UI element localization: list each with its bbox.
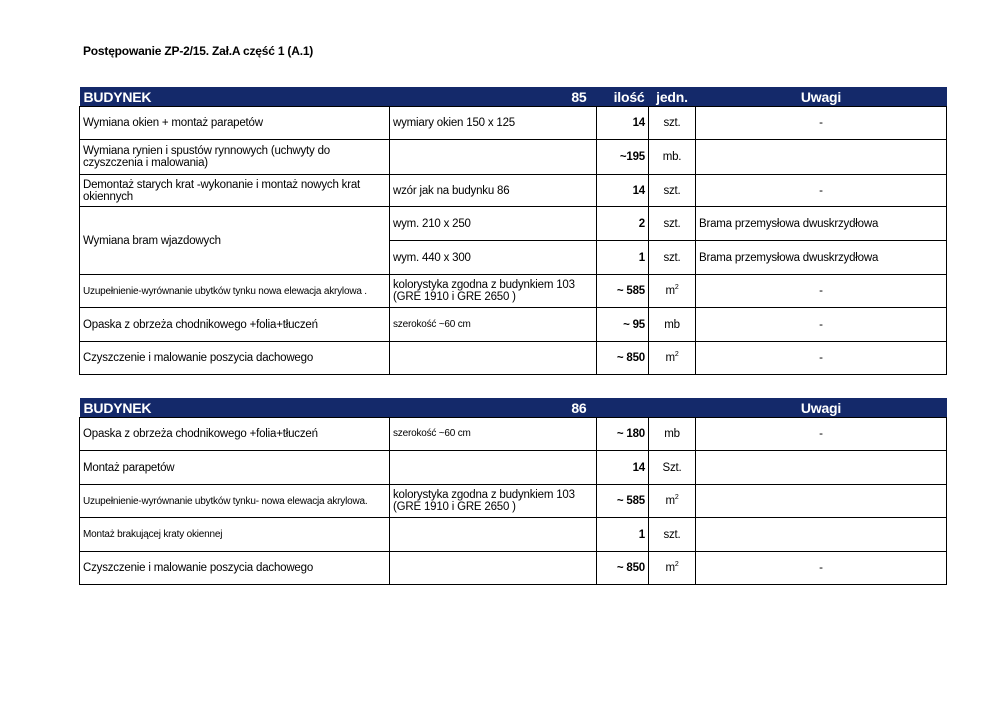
table-header-row	[80, 87, 947, 107]
row-description: Demontaż starych krat -wykonanie i montaż nowych krat okiennych	[80, 175, 390, 207]
table-row	[80, 485, 947, 518]
header-empty	[649, 398, 696, 418]
row-quantity: ~ 180	[597, 418, 649, 451]
table-row	[80, 451, 947, 485]
unit-text: m	[665, 285, 675, 297]
row-detail: wym. 440 x 300	[390, 241, 597, 275]
row-remarks: Brama przemysłowa dwuskrzydłowa	[696, 241, 947, 275]
row-description: Wymiana bram wjazdowych	[80, 207, 390, 275]
row-detail	[390, 518, 597, 552]
building-85-table	[79, 87, 947, 375]
row-description: Czyszczenie i malowanie poszycia dachowego	[80, 342, 390, 375]
row-quantity: 14	[597, 107, 649, 140]
row-detail: kolorystyka zgodna z budynkiem 103 (GRE 1910 i GRE 2650 )	[390, 485, 597, 518]
row-remarks: -	[696, 552, 947, 585]
row-unit: mb	[649, 418, 696, 451]
row-remarks	[696, 485, 947, 518]
row-quantity: 1	[597, 241, 649, 275]
row-remarks: -	[696, 175, 947, 207]
row-unit: szt.	[649, 207, 696, 241]
table-row	[80, 107, 947, 140]
row-unit	[649, 552, 696, 585]
row-remarks: -	[696, 342, 947, 375]
unit-text: m	[665, 495, 675, 507]
row-description: Wymiana rynien i spustów rynnowych (uchwyty do czyszczenia i malowania)	[80, 140, 390, 175]
row-remarks: -	[696, 418, 947, 451]
header-empty	[597, 398, 649, 418]
row-detail	[390, 140, 597, 175]
row-unit: mb	[649, 308, 696, 342]
row-detail: wym. 210 x 250	[390, 207, 597, 241]
row-unit: szt.	[649, 107, 696, 140]
row-remarks: Brama przemysłowa dwuskrzydłowa	[696, 207, 947, 241]
row-quantity: 1	[597, 518, 649, 552]
header-uwagi: Uwagi	[696, 398, 947, 418]
table-row	[80, 552, 947, 585]
building-86-table	[79, 398, 947, 585]
row-remarks	[696, 518, 947, 552]
table-row	[80, 175, 947, 207]
row-quantity: 14	[597, 451, 649, 485]
row-description: Montaż brakującej kraty okiennej	[80, 518, 390, 552]
row-unit	[649, 275, 696, 308]
row-description: Uzupełnienie-wyrównanie ubytków tynku- nowa elewacja akrylowa.	[80, 485, 390, 518]
row-detail: szerokość ~60 cm	[390, 418, 597, 451]
row-detail	[390, 552, 597, 585]
row-remarks: -	[696, 275, 947, 308]
unit-text: m	[665, 352, 675, 364]
row-description: Czyszczenie i malowanie poszycia dachowego	[80, 552, 390, 585]
row-unit: szt.	[649, 175, 696, 207]
unit-superscript: 2	[674, 561, 679, 569]
table-row	[80, 308, 947, 342]
row-remarks: -	[696, 308, 947, 342]
row-unit: Szt.	[649, 451, 696, 485]
unit-superscript: 2	[674, 351, 679, 359]
row-description: Montaż parapetów	[80, 451, 390, 485]
row-unit: szt.	[649, 241, 696, 275]
header-building-number: 86	[390, 398, 597, 418]
row-quantity: ~ 585	[597, 485, 649, 518]
row-detail	[390, 451, 597, 485]
row-description: Wymiana okien + montaż parapetów	[80, 107, 390, 140]
row-remarks	[696, 140, 947, 175]
header-ilosc: ilość	[597, 87, 649, 107]
row-quantity: ~195	[597, 140, 649, 175]
row-detail	[390, 342, 597, 375]
unit-text: m	[665, 562, 675, 574]
row-unit: szt.	[649, 518, 696, 552]
row-remarks	[696, 451, 947, 485]
table-row	[80, 342, 947, 375]
document-title: Postępowanie ZP-2/15. Zał.A część 1 (A.1)	[83, 44, 314, 58]
table-row	[80, 418, 947, 451]
row-detail: kolorystyka zgodna z budynkiem 103 (GRE 1910 i GRE 2650 )	[390, 275, 597, 308]
row-description: Uzupełnienie-wyrównanie ubytków tynku nowa elewacja akrylowa .	[80, 275, 390, 308]
header-budynek: BUDYNEK	[80, 398, 390, 418]
row-description: Opaska z obrzeża chodnikowego +folia+tłuczeń	[80, 308, 390, 342]
row-quantity: ~ 850	[597, 552, 649, 585]
table-row	[80, 140, 947, 175]
row-detail: wzór jak na budynku 86	[390, 175, 597, 207]
row-unit	[649, 342, 696, 375]
row-unit	[649, 485, 696, 518]
row-detail: wymiary okien 150 x 125	[390, 107, 597, 140]
row-quantity: 14	[597, 175, 649, 207]
table-row	[80, 275, 947, 308]
unit-superscript: 2	[674, 494, 679, 502]
row-quantity: 2	[597, 207, 649, 241]
row-quantity: ~ 850	[597, 342, 649, 375]
header-uwagi: Uwagi	[696, 87, 947, 107]
row-quantity: ~ 585	[597, 275, 649, 308]
header-jedn: jedn.	[649, 87, 696, 107]
header-budynek: BUDYNEK	[80, 87, 390, 107]
row-remarks: -	[696, 107, 947, 140]
unit-superscript: 2	[674, 284, 679, 292]
header-building-number: 85	[390, 87, 597, 107]
row-unit: mb.	[649, 140, 696, 175]
row-description: Opaska z obrzeża chodnikowego +folia+tłuczeń	[80, 418, 390, 451]
row-detail: szerokość ~60 cm	[390, 308, 597, 342]
table-row	[80, 207, 947, 241]
table-header-row	[80, 398, 947, 418]
row-quantity: ~ 95	[597, 308, 649, 342]
table-row	[80, 518, 947, 552]
